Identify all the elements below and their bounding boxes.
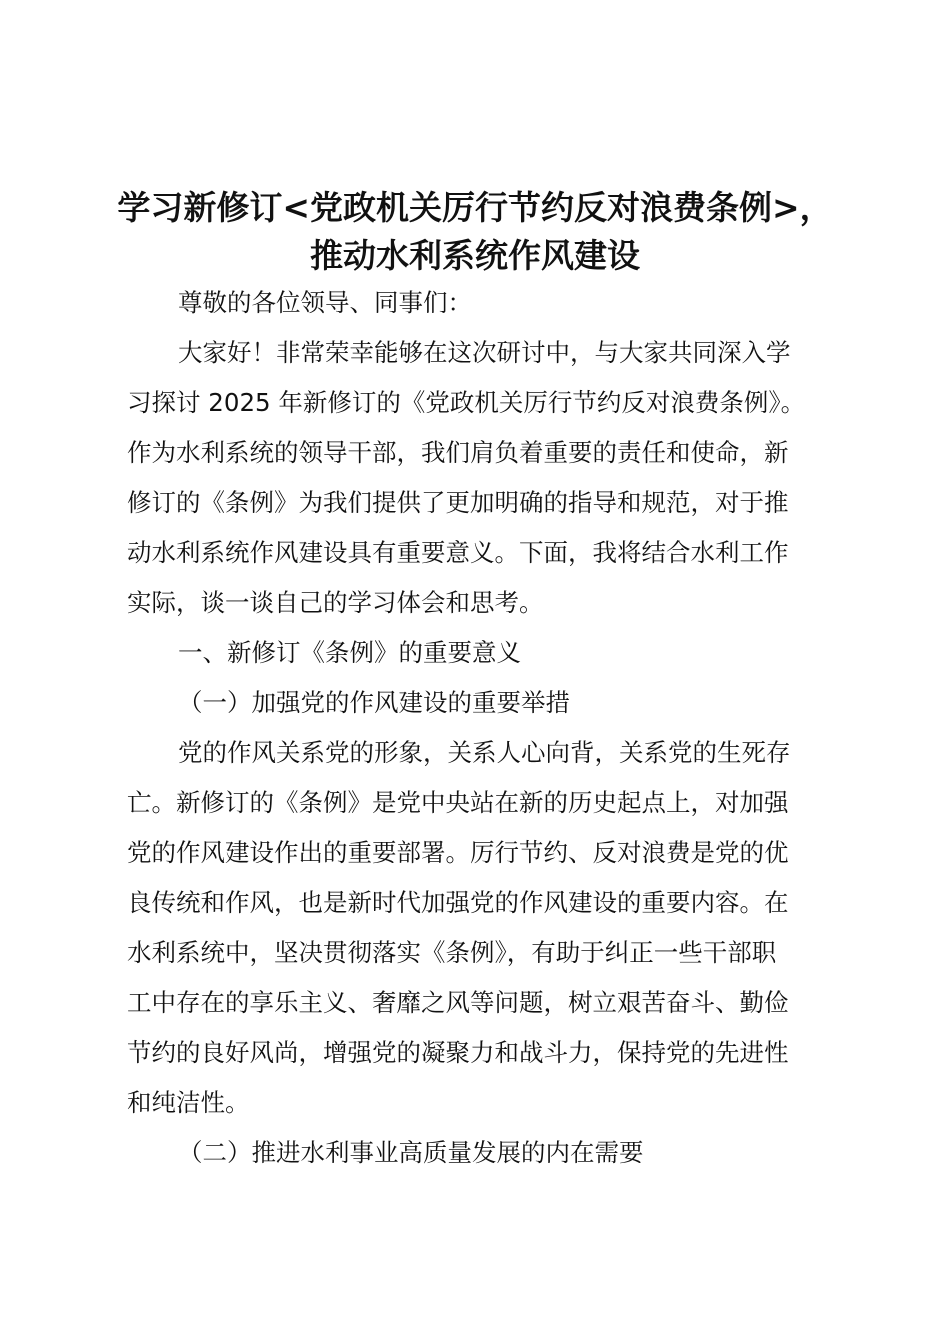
subsection-1-line-5: 水利系统中，坚决贯彻落实《条例》，有助于纠正一些干部职 (127, 938, 777, 967)
intro-line-6: 实际，谈一谈自己的学习体会和思考。 (127, 588, 544, 617)
subsection-1-line-8: 和纯洁性。 (127, 1088, 250, 1117)
subsection-1-line-1: 党的作风关系党的形象，关系人心向背，关系党的生死存 (178, 738, 791, 767)
subsection-1-line-6: 工中存在的享乐主义、奢靡之风等问题，树立艰苦奋斗、勤俭 (127, 988, 789, 1017)
salutation: 尊敬的各位领导、同事们： (178, 288, 472, 317)
intro-line-2: 习探讨 2025 年新修订的《党政机关厉行节约反对浪费条例》。 (127, 388, 806, 417)
subsection-1-line-7: 节约的良好风尚，增强党的凝聚力和战斗力，保持党的先进性 (127, 1038, 789, 1067)
intro-line-5: 动水利系统作风建设具有重要意义。下面，我将结合水利工作 (127, 538, 789, 567)
document-title-line-2: 推动水利系统作风建设 (310, 236, 640, 275)
intro-line-3: 作为水利系统的领导干部，我们肩负着重要的责任和使命，新 (127, 438, 789, 467)
document-title-line-1: 学习新修订<党政机关厉行节约反对浪费条例>， (117, 188, 833, 227)
subsection-1-line-2: 亡。新修订的《条例》是党中央站在新的历史起点上，对加强 (127, 788, 789, 817)
subsection-1-heading: （一）加强党的作风建设的重要举措 (178, 688, 570, 717)
subsection-1-line-3: 党的作风建设作出的重要部署。厉行节约、反对浪费是党的优 (127, 838, 789, 867)
section-1-heading: 一、新修订《条例》的重要意义 (178, 638, 521, 667)
intro-line-1: 大家好！非常荣幸能够在这次研讨中，与大家共同深入学 (178, 338, 791, 367)
subsection-2-heading: （二）推进水利事业高质量发展的内在需要 (178, 1138, 644, 1167)
intro-line-4: 修订的《条例》为我们提供了更加明确的指导和规范，对于推 (127, 488, 789, 517)
subsection-1-line-4: 良传统和作风，也是新时代加强党的作风建设的重要内容。在 (127, 888, 789, 917)
